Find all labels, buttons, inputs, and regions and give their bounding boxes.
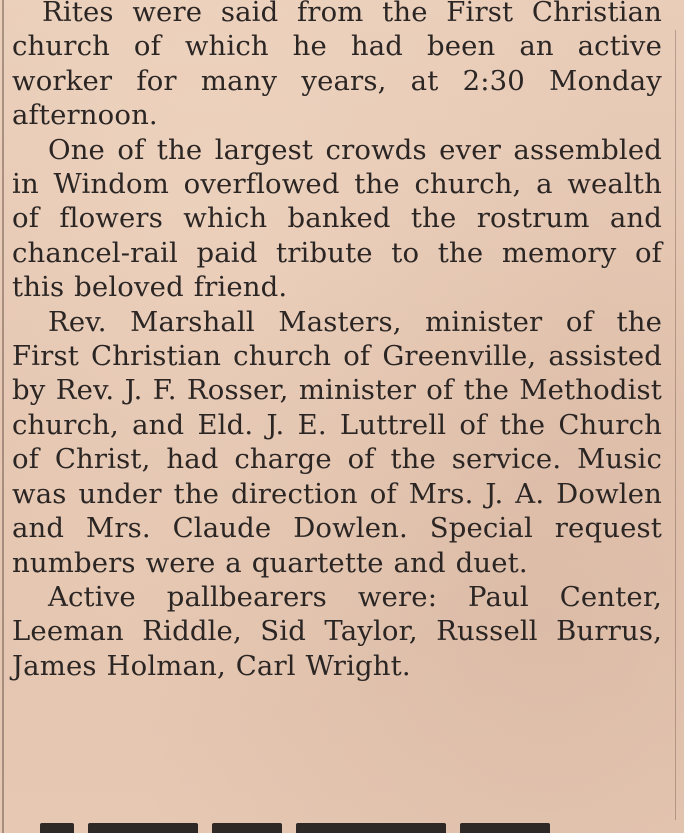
cut-off-next-line [40,822,600,833]
article-paragraph-ministers: Rev. Marshall Masters, minister of the First Christian church of Greenville, assisted by Rev. J. F. Rosser, minister of the Methodist church, and Eld. J. E. Luttrell of the Church of Christ, had charge of the service. Music was under the direction of Mrs. J. A. Dowlen and Mrs. Claude Dowlen. Special request numbers were a quartette and duet. [12,305,662,579]
article-paragraph-crowds: One of the largest crowds ever assembled in Windom overflowed the church, a wealth of flowers which banked the rostrum and chancel-rail paid tribute to the memory of this beloved friend. [12,133,662,304]
article-paragraph-pallbearers: Active pallbearers were: Paul Center, Leeman Riddle, Sid Taylor, Russell Burrus, James Holman, Carl Wright. [12,580,662,682]
article-body [12,0,662,683]
article-paragraph-rites: Rites were said from the First Christian church of which he had been an active worker for many years, at 2:30 Monday afternoon. [12,0,662,132]
column-rule-right [675,30,676,820]
column-rule-left [2,0,4,833]
